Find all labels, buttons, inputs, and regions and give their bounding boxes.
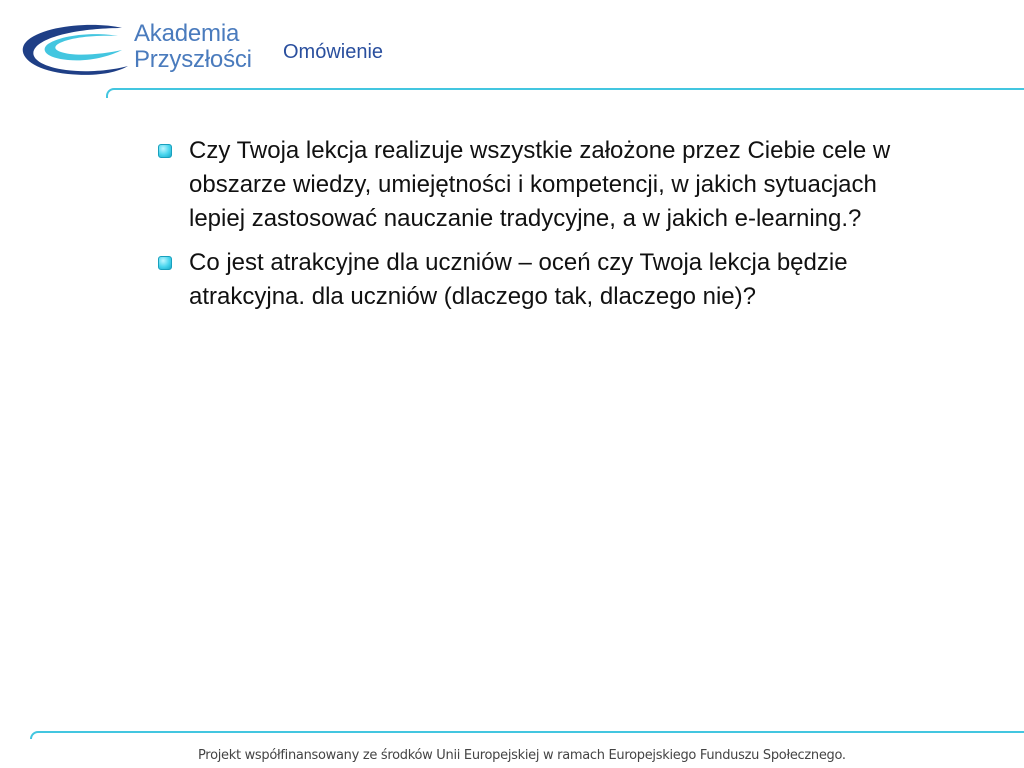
swoosh-logo-icon — [18, 20, 130, 82]
header-divider — [106, 88, 1024, 98]
logo-text-line2: Przyszłości — [134, 46, 252, 73]
bullet-list — [158, 134, 893, 324]
square-bullet-icon — [158, 144, 172, 158]
bullet-text: Czy Twoja lekcja realizuje wszystkie założone przez Ciebie cele w obszarze wiedzy, umiejętności i kompetencji, w jakich sytuacjach lepiej zastosować nauczanie tradycyjne, a w jakich e-learning.? — [189, 137, 891, 232]
funding-footer-note: Projekt współfinansowany ze środków Unii Europejskiej w ramach Europejskiego Funduszu Społecznego. — [198, 748, 846, 763]
slide-title: Omówienie — [283, 41, 384, 63]
bullet-text: Co jest atrakcyjne dla uczniów – oceń czy Twoja lekcja będzie atrakcyjna. dla uczniów (dlaczego tak, dlaczego nie)? — [189, 249, 848, 310]
footer-divider — [30, 731, 1024, 739]
square-bullet-icon — [158, 256, 172, 270]
akademia-przyszlosci-logo — [18, 14, 268, 84]
bullet-item-1 — [158, 134, 893, 236]
bullet-item-2 — [158, 246, 893, 314]
logo-text-line1: Akademia — [134, 20, 240, 47]
